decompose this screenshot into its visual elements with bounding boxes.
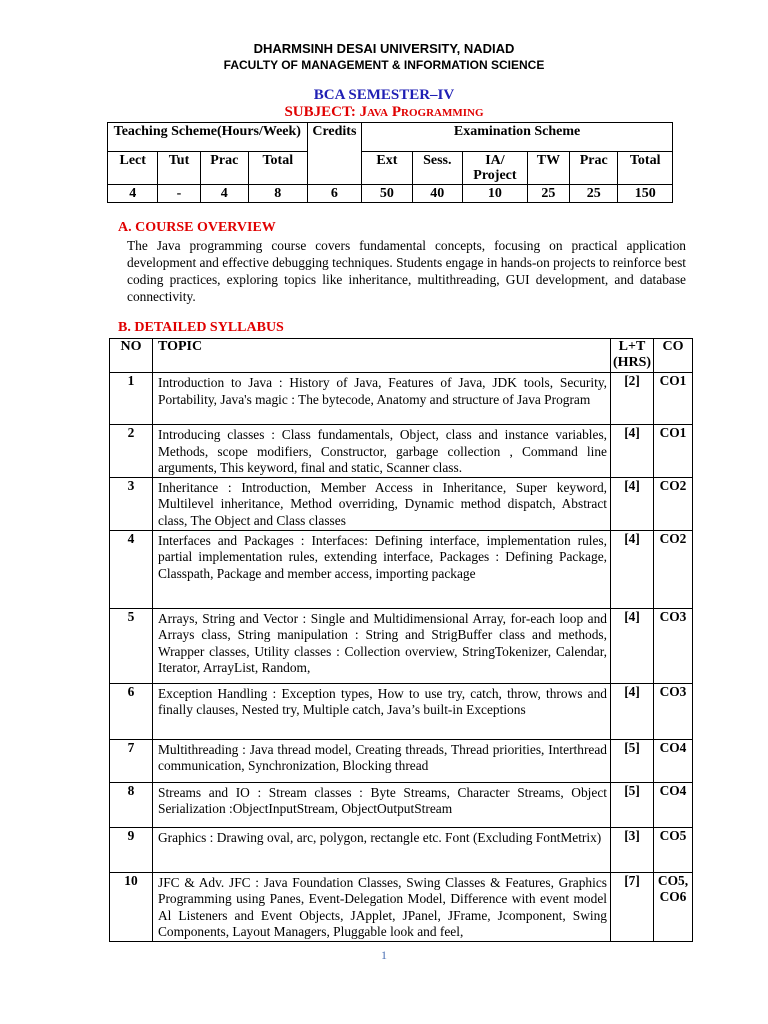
table-row [110, 683, 693, 739]
scheme-value: 40 [412, 185, 462, 203]
course-overview-heading: A. COURSE OVERVIEW [118, 220, 276, 235]
page-number: 1 [381, 948, 387, 962]
col-header-co: CO [654, 339, 693, 373]
row-co: CO5, CO6 [654, 872, 693, 941]
row-topic: JFC & Adv. JFC : Java Foundation Classes, Swing Classes & Features, Graphics Programming using Panes, Event-Delegation Model, Difference with event model Al Listeners and Event Objects, JApplet, JPanel, JFrame, Jcomponent, Swing Components, Layout Managers, Pluggable look and feel, [158, 874, 607, 940]
syllabus-table [109, 338, 693, 942]
row-hours: [5] [611, 782, 654, 827]
syllabus-header-row [110, 339, 693, 373]
scheme-value: 25 [527, 185, 569, 203]
row-hours: [3] [611, 827, 654, 872]
row-topic: Inheritance : Introduction, Member Access in Inheritance, Super keyword, Multilevel inheritance, Method overriding, Dynamic method dispatch, Abstract class, The Object and Class classes [158, 479, 607, 528]
scheme-subheader-row [108, 152, 673, 185]
row-co: CO4 [654, 782, 693, 827]
row-topic: Streams and IO : Stream classes : Byte Streams, Character Streams, Object Serialization :ObjectInputStream, ObjectOutputStream [158, 784, 607, 817]
row-number: 5 [110, 608, 153, 683]
row-topic: Introduction to Java : History of Java, Features of Java, JDK tools, Security, Portability, Java's magic : The bytecode, Anatomy and structure of Java Program [158, 375, 607, 407]
scheme-value: 50 [362, 185, 412, 203]
exam-scheme-header: Examination Scheme [362, 123, 673, 152]
row-co: CO1 [654, 373, 693, 425]
row-number: 8 [110, 782, 153, 827]
col-header-no: NO [110, 339, 153, 373]
row-topic: Graphics : Drawing oval, arc, polygon, rectangle etc. Font (Excluding FontMetrix) [158, 829, 602, 845]
scheme-value: 6 [307, 185, 362, 203]
row-number: 1 [110, 373, 153, 425]
subject-title [0, 104, 768, 121]
table-row [110, 530, 693, 608]
scheme-values-row [108, 185, 673, 203]
scheme-value: - [158, 185, 200, 203]
credits-header: Credits [307, 123, 362, 185]
row-number: 4 [110, 530, 153, 608]
row-hours: [4] [611, 608, 654, 683]
faculty-name: FACULTY OF MANAGEMENT & INFORMATION SCIENCE [223, 58, 545, 72]
semester-title: BCA SEMESTER–IV [313, 87, 455, 103]
scheme-table [107, 122, 673, 203]
scheme-value: 25 [570, 185, 618, 203]
row-hours: [5] [611, 739, 654, 782]
scheme-subheader: Total [618, 152, 673, 185]
teaching-scheme-header: Teaching Scheme(Hours/Week) [108, 123, 308, 152]
table-row [110, 739, 693, 782]
table-row [110, 782, 693, 827]
row-co: CO5 [654, 827, 693, 872]
row-hours: [2] [611, 373, 654, 425]
row-hours: [4] [611, 425, 654, 478]
row-number: 6 [110, 683, 153, 739]
row-topic: Exception Handling : Exception types, How to use try, catch, throw, throws and finally clauses, Nested try, Multiple catch, Java’s built-in Exceptions [158, 685, 607, 718]
row-hours: [7] [611, 872, 654, 941]
table-row [110, 477, 693, 530]
table-row [110, 608, 693, 683]
scheme-subheader: Prac [200, 152, 248, 185]
scheme-subheader: Ext [362, 152, 412, 185]
scheme-value: 8 [248, 185, 307, 203]
table-row [110, 425, 693, 478]
row-hours: [4] [611, 683, 654, 739]
col-header-topic: TOPIC [153, 339, 611, 373]
scheme-subheader: TW [527, 152, 569, 185]
row-topic: Multithreading : Java thread model, Creating threads, Thread priorities, Interthread communication, Synchronization, Blocking thread [158, 741, 607, 774]
scheme-subheader: IA/ Project [463, 152, 528, 185]
row-number: 10 [110, 872, 153, 941]
detailed-syllabus-heading: B. DETAILED SYLLABUS [118, 320, 284, 335]
row-number: 2 [110, 425, 153, 478]
scheme-value: 4 [200, 185, 248, 203]
row-topic: Arrays, String and Vector : Single and Multidimensional Array, for-each loop and Arrays class, String manipulation : String and StrigBuffer class and methods, Wrapper classes, Utility classes : Collection overview, StringTokenizer, Calendar, Iterator, ArrayList, Random, [158, 610, 607, 676]
table-row [110, 827, 693, 872]
row-hours: [4] [611, 477, 654, 530]
scheme-value: 150 [618, 185, 673, 203]
row-number: 3 [110, 477, 153, 530]
row-co: CO1 [654, 425, 693, 478]
scheme-subheader: Total [248, 152, 307, 185]
row-co: CO3 [654, 683, 693, 739]
scheme-subheader: Tut [158, 152, 200, 185]
row-co: CO2 [654, 477, 693, 530]
row-number: 9 [110, 827, 153, 872]
scheme-subheader: Lect [108, 152, 158, 185]
table-row [110, 872, 693, 941]
scheme-value: 10 [463, 185, 528, 203]
university-name: DHARMSINH DESAI UNIVERSITY, NADIAD [253, 41, 515, 56]
scheme-header-row [108, 123, 673, 152]
scheme-subheader: Prac [570, 152, 618, 185]
row-co: CO2 [654, 530, 693, 608]
row-topic: Interfaces and Packages : Interfaces: Defining interface, implementation rules, partial implementation rules, extending interface, Packages : Defining Package, Classpath, Package and member access, importing package [158, 532, 607, 581]
subject-name: Java Programming [359, 104, 484, 120]
scheme-value: 4 [108, 185, 158, 203]
row-number: 7 [110, 739, 153, 782]
table-row [110, 373, 693, 425]
course-overview-text: The Java programming course covers fundamental concepts, focusing on practical application development and effective debugging techniques. Students engage in hands-on projects to reinforce best coding practices, exploring topics like inheritance, multithreading, GUI development, and database connectivity. [127, 238, 686, 304]
row-hours: [4] [611, 530, 654, 608]
subject-prefix: SUBJECT: [284, 104, 360, 120]
row-topic: Introducing classes : Class fundamentals, Object, class and instance variables, Methods, scope modifiers, Constructor, garbage collection , Command line arguments, This keyword, final and static, Scanner class. [158, 427, 607, 476]
col-header-hrs: L+T (HRS) [611, 339, 654, 373]
scheme-subheader: Sess. [412, 152, 462, 185]
row-co: CO3 [654, 608, 693, 683]
row-co: CO4 [654, 739, 693, 782]
